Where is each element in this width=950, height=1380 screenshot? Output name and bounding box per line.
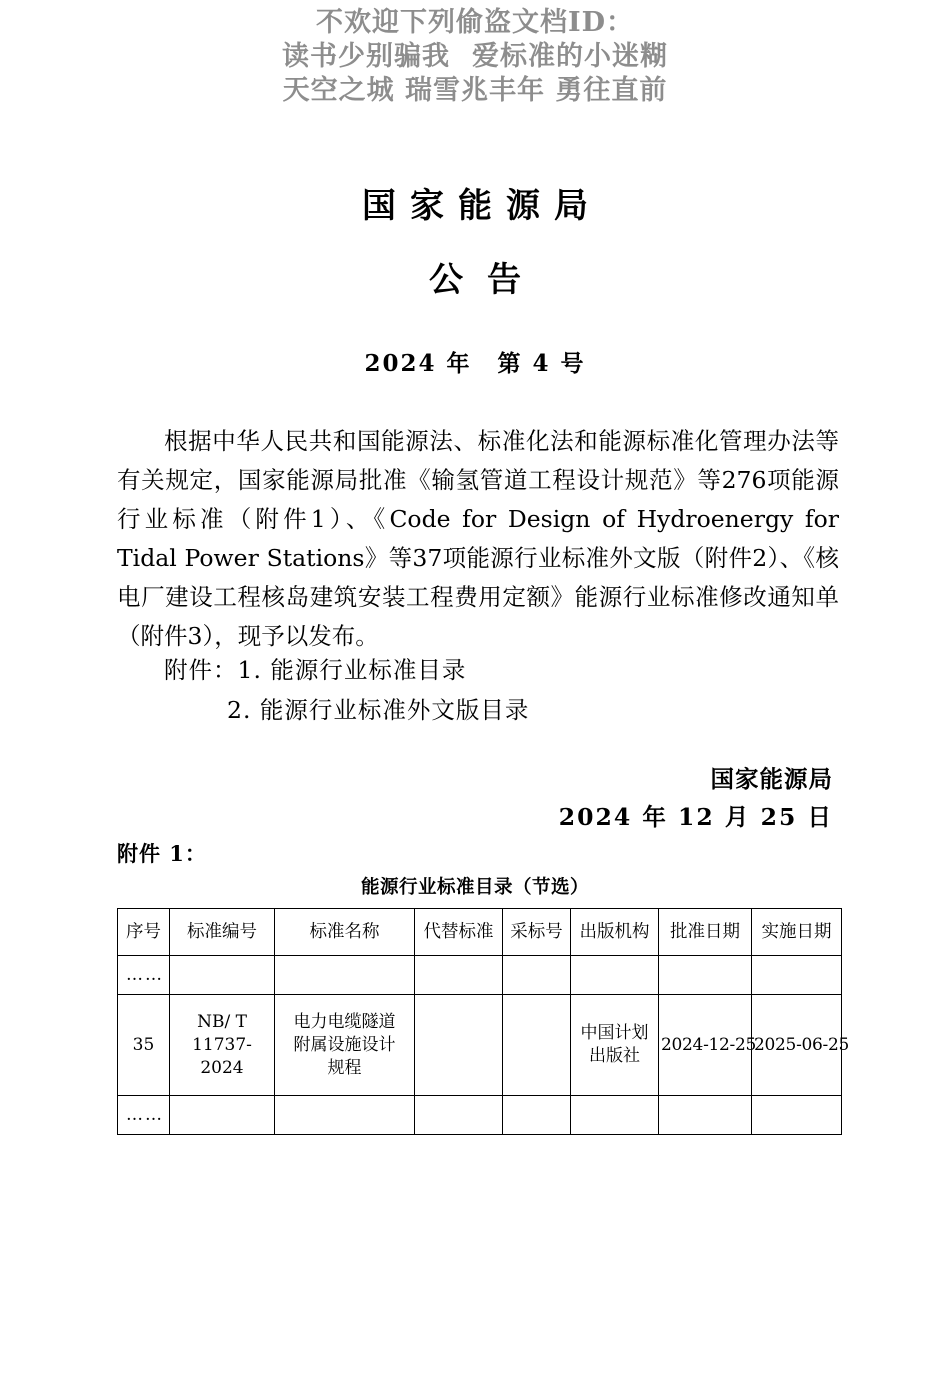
cell-seq: 35 bbox=[118, 995, 170, 1096]
empty-cell bbox=[571, 1096, 659, 1135]
signature-organization: 国家能源局 bbox=[710, 765, 833, 793]
table-header bbox=[118, 909, 842, 956]
issuing-organization-title: 国家能源局 bbox=[362, 186, 602, 226]
cell-standard-code bbox=[170, 995, 275, 1096]
table-header-row bbox=[118, 909, 842, 956]
cell-effective-date: 2025-06-25 bbox=[752, 995, 842, 1096]
column-header-seq: 序号 bbox=[118, 909, 170, 956]
watermark-line-2b: 爱标准的小迷糊 bbox=[472, 41, 668, 72]
empty-cell bbox=[170, 956, 275, 995]
publisher-line-2: 出版社 bbox=[589, 1046, 640, 1066]
watermark-text bbox=[0, 6, 950, 108]
table-row bbox=[118, 995, 842, 1096]
standard-code-line-2: 11737-2024 bbox=[192, 1034, 252, 1078]
empty-cell bbox=[503, 1096, 571, 1135]
column-header-approval-date: 批准日期 bbox=[659, 909, 752, 956]
document-year: 2024 年 bbox=[364, 350, 472, 377]
column-header-standard-code: 标准编号 bbox=[170, 909, 275, 956]
empty-cell bbox=[415, 1096, 503, 1135]
empty-cell bbox=[752, 1096, 842, 1135]
ellipsis-cell-bottom: …… bbox=[118, 1096, 170, 1135]
empty-cell bbox=[659, 956, 752, 995]
document-number bbox=[0, 345, 950, 378]
document-type-title: 公告 bbox=[429, 260, 545, 300]
cell-standard-name bbox=[275, 995, 415, 1096]
watermark-line-1: 不欢迎下列偷盗文档ID： bbox=[315, 7, 635, 38]
signature-block bbox=[0, 760, 833, 836]
standard-name-line-1: 电力电缆隧道 bbox=[293, 1011, 396, 1032]
watermark-line-2a: 读书少别骗我 bbox=[282, 41, 450, 72]
cell-adoption-code bbox=[503, 995, 571, 1096]
column-header-standard-name: 标准名称 bbox=[275, 909, 415, 956]
attachment-list bbox=[117, 650, 839, 730]
cell-publisher bbox=[571, 995, 659, 1096]
empty-cell bbox=[415, 956, 503, 995]
signature-date: 2024 年 12 月 25 日 bbox=[558, 803, 833, 831]
empty-cell bbox=[659, 1096, 752, 1135]
ellipsis-cell-top: …… bbox=[118, 956, 170, 995]
empty-cell bbox=[752, 956, 842, 995]
cell-replaced-standard bbox=[415, 995, 503, 1096]
attachment-1-label: 附件 1： bbox=[117, 841, 207, 866]
attachment-list-item-1: 附件：1. 能源行业标准目录 bbox=[164, 656, 467, 684]
empty-cell bbox=[170, 1096, 275, 1135]
standard-name-line-3: 规程 bbox=[327, 1057, 362, 1078]
table-body bbox=[118, 956, 850, 1135]
catalog-table-title: 能源行业标准目录（节选） bbox=[360, 877, 589, 898]
publisher-line-1: 中国计划 bbox=[580, 1023, 649, 1043]
cell-approval-date: 2024-12-25 bbox=[659, 995, 752, 1096]
standard-name-line-2: 附属设施设计 bbox=[293, 1034, 396, 1055]
empty-cell bbox=[275, 1096, 415, 1135]
empty-cell bbox=[275, 956, 415, 995]
attachment-list-item-2: 2. 能源行业标准外文版目录 bbox=[227, 696, 530, 724]
column-header-effective-date: 实施日期 bbox=[752, 909, 842, 956]
standard-code-line-1: NB/ T bbox=[197, 1011, 247, 1032]
announcement-paragraph: 根据中华人民共和国能源法、标准化法和能源标准化管理办法等有关规定，国家能源局批准《输氢管道工程设计规范》等276项能源行业标准（附件1）、《Code for Design of Hydroenergy for Tidal Power Stations》等37项能源行业标准外文版（附件2）、《核电厂建设工程核岛建筑安装工程费用定额》能源行业标准修改通知单（附件3），现予以发布。 bbox=[117, 427, 839, 650]
empty-cell bbox=[571, 956, 659, 995]
standards-catalog-table bbox=[117, 908, 850, 1135]
column-header-adoption-code: 采标号 bbox=[503, 909, 571, 956]
column-header-replaced-standard: 代替标准 bbox=[415, 909, 503, 956]
document-issue: 第 4 号 bbox=[497, 350, 586, 377]
column-header-publisher: 出版机构 bbox=[571, 909, 659, 956]
empty-cell bbox=[503, 956, 571, 995]
table-row bbox=[118, 956, 842, 995]
table-row bbox=[118, 1096, 842, 1135]
watermark-line-2 bbox=[0, 40, 950, 74]
watermark-line-3: 天空之城 瑞雪兆丰年 勇往直前 bbox=[282, 75, 668, 106]
catalog-table-wrapper bbox=[117, 908, 850, 1135]
